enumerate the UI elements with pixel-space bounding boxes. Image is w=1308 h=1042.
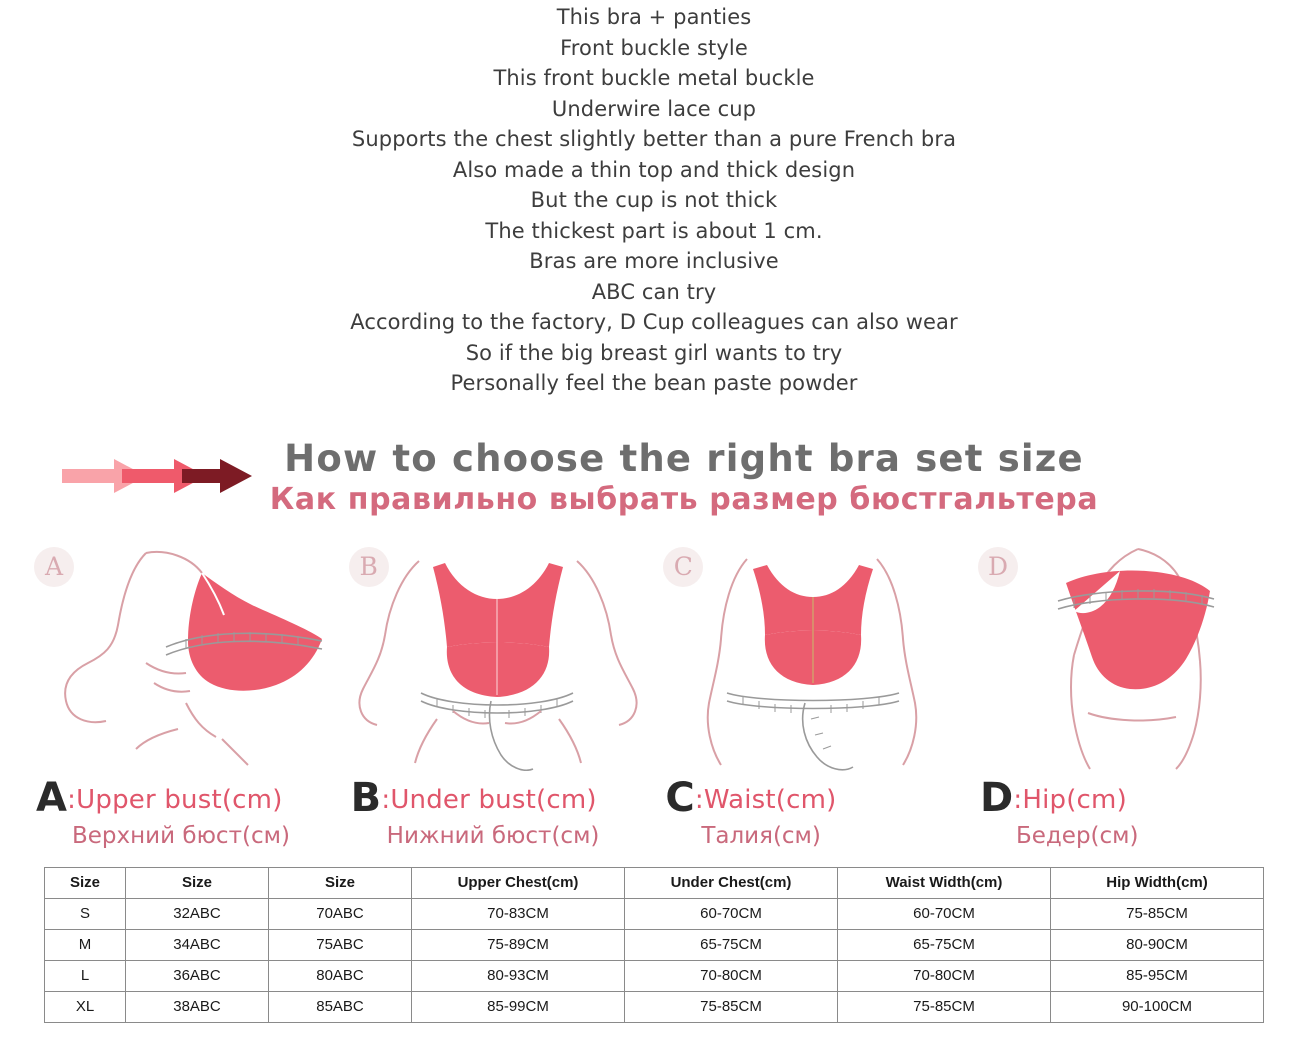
figure-badge: B: [349, 547, 389, 587]
description-line: According to the factory, D Cup colleagues can also wear: [350, 310, 958, 334]
figure-caption: [26, 775, 338, 849]
figure-label-en: C:Waist(cm): [665, 774, 837, 821]
table-cell: 75-85CM: [625, 991, 838, 1022]
figure-label-en: A:Upper bust(cm): [36, 774, 283, 821]
table-cell: 80ABC: [269, 960, 412, 991]
figure-label-ru: Талия(см): [701, 822, 821, 849]
description-line: Personally feel the bean paste powder: [450, 371, 858, 395]
table-cell: 70-83CM: [412, 898, 625, 929]
figure-label-ru: Верхний бюст(см): [72, 822, 290, 849]
figure-caption: [970, 775, 1282, 849]
table-cell: 85-99CM: [412, 991, 625, 1022]
table-cell: 70-80CM: [625, 960, 838, 991]
table-header-cell: Under Chest(cm): [625, 867, 838, 898]
table-cell: 70-80CM: [838, 960, 1051, 991]
figure-letter: C: [665, 774, 695, 821]
figure-label-ru: Нижний бюст(см): [386, 822, 600, 849]
figure-label-en: D:Hip(cm): [979, 774, 1127, 821]
description-line: But the cup is not thick: [530, 188, 778, 212]
figure-under-bust: [341, 543, 653, 849]
description-line: Bras are more inclusive: [529, 249, 779, 273]
table-cell: XL: [45, 991, 126, 1022]
table-header-cell: Waist Width(cm): [838, 867, 1051, 898]
figure-badge: D: [978, 547, 1018, 587]
table-row: [45, 929, 1264, 960]
figure-letter: D: [979, 774, 1014, 821]
figure-letter: A: [36, 774, 68, 821]
arrow-icon: [60, 455, 260, 501]
description-line: ABC can try: [591, 279, 717, 304]
upper-bust-illustration: [26, 543, 338, 771]
table-cell: 90-100CM: [1051, 991, 1264, 1022]
table-cell: 38ABC: [126, 991, 269, 1022]
description-line: So if the big breast girl wants to try: [465, 340, 843, 365]
figure-caption: [341, 775, 653, 849]
description-line: This front buckle metal buckle: [493, 66, 815, 90]
table-row: [45, 898, 1264, 929]
size-chart: [44, 867, 1264, 1023]
figure-badge: C: [663, 547, 703, 587]
product-description: [0, 0, 1308, 399]
under-bust-illustration: [341, 543, 653, 771]
description-line: Also made a thin top and thick design: [452, 157, 856, 182]
description-line: This bra + panties: [556, 5, 752, 29]
table-cell: 85ABC: [269, 991, 412, 1022]
table-header-cell: Upper Chest(cm): [412, 867, 625, 898]
size-table: [44, 867, 1264, 1023]
table-cell: 65-75CM: [838, 929, 1051, 960]
description-line: Supports the chest slightly better than a pure French bra: [351, 127, 957, 151]
description-line: Underwire lace cup: [551, 96, 757, 121]
waist-illustration: [655, 543, 967, 771]
figure-waist: [655, 543, 967, 849]
table-cell: S: [45, 898, 126, 929]
table-cell: 75ABC: [269, 929, 412, 960]
table-cell: 34ABC: [126, 929, 269, 960]
size-guide-heading: [0, 437, 1308, 529]
table-header-cell: Hip Width(cm): [1051, 867, 1264, 898]
heading-english: How to choose the right bra set size: [284, 436, 1084, 480]
measurement-figures: [0, 543, 1308, 849]
table-header-cell: Size: [45, 867, 126, 898]
figure-badge: A: [34, 547, 74, 587]
heading-russian: Как правильно выбрать размер бюстгальтера: [269, 481, 1099, 517]
table-cell: 60-70CM: [838, 898, 1051, 929]
description-line: Front buckle style: [560, 35, 748, 60]
table-header-row: [45, 867, 1264, 898]
table-row: [45, 960, 1264, 991]
hip-illustration: [970, 543, 1282, 771]
table-cell: 75-85CM: [1051, 898, 1264, 929]
figure-caption: [655, 775, 967, 849]
table-cell: 75-89CM: [412, 929, 625, 960]
table-cell: 36ABC: [126, 960, 269, 991]
table-cell: 85-95CM: [1051, 960, 1264, 991]
table-cell: 60-70CM: [625, 898, 838, 929]
table-row: [45, 991, 1264, 1022]
figure-label-ru: Бедер(см): [1015, 822, 1139, 849]
table-cell: 32ABC: [126, 898, 269, 929]
table-cell: 80-93CM: [412, 960, 625, 991]
table-cell: 65-75CM: [625, 929, 838, 960]
table-header-cell: Size: [269, 867, 412, 898]
figure-letter: B: [350, 774, 382, 821]
table-cell: 80-90CM: [1051, 929, 1264, 960]
table-cell: 70ABC: [269, 898, 412, 929]
table-header-cell: Size: [126, 867, 269, 898]
table-cell: L: [45, 960, 126, 991]
description-line: The thickest part is about 1 cm.: [485, 218, 823, 243]
figure-label-en: B:Under bust(cm): [350, 774, 597, 821]
figure-upper-bust: [26, 543, 338, 849]
table-cell: M: [45, 929, 126, 960]
table-cell: 75-85CM: [838, 991, 1051, 1022]
figure-hip: [970, 543, 1282, 849]
